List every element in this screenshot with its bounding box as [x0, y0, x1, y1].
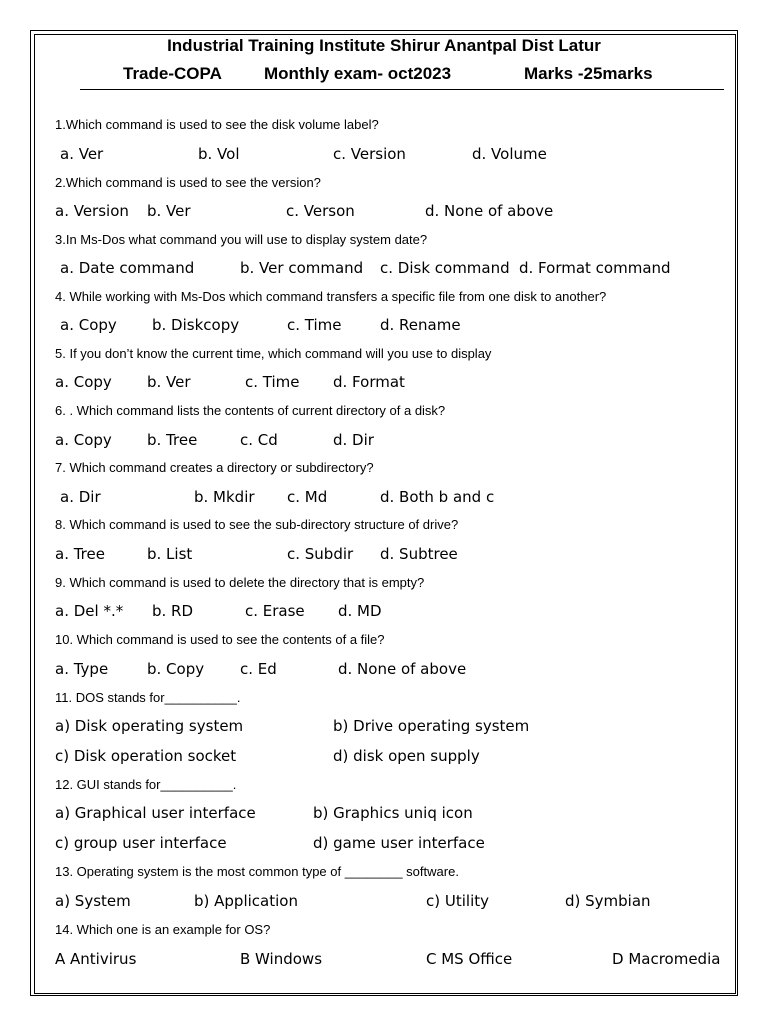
option-14a: A Antivirus	[55, 950, 137, 968]
option-6a: a. Copy	[55, 431, 112, 449]
question-6: 6. . Which command lists the contents of current directory of a disk?	[55, 403, 446, 418]
option-10a: a. Type	[55, 660, 109, 678]
option-6c: c. Cd	[240, 431, 278, 449]
option-7b: b. Mkdir	[194, 488, 255, 506]
option-11d: d) disk open supply	[333, 747, 480, 765]
option-2b: b. Ver	[147, 202, 191, 220]
option-14b: B Windows	[240, 950, 323, 968]
option-8b: b. List	[147, 545, 193, 563]
option-12b: b) Graphics uniq icon	[313, 804, 473, 822]
option-5b: b. Ver	[147, 373, 191, 391]
option-5a: a. Copy	[55, 373, 112, 391]
question-1: 1.Which command is used to see the disk volume label?	[55, 117, 379, 132]
header-rule	[80, 89, 724, 90]
option-1d: d. Volume	[472, 145, 547, 163]
option-13a: a) System	[55, 892, 131, 910]
option-4d: d. Rename	[380, 316, 461, 334]
option-10d: d. None of above	[338, 660, 467, 678]
option-13d: d) Symbian	[565, 892, 651, 910]
option-7d: d. Both b and c	[380, 488, 495, 506]
option-11c: c) Disk operation socket	[55, 747, 237, 765]
exam-label: Monthly exam- oct2023	[264, 64, 452, 83]
question-9: 9. Which command is used to delete the directory that is empty?	[55, 575, 425, 590]
question-7: 7. Which command creates a directory or subdirectory?	[55, 460, 374, 475]
option-9b: b. RD	[152, 602, 194, 620]
option-10c: c. Ed	[240, 660, 277, 678]
option-1b: b. Vol	[198, 145, 240, 163]
option-6d: d. Dir	[333, 431, 374, 449]
question-5: 5. If you don’t know the current time, which command will you use to display	[55, 346, 492, 361]
option-3d: d. Format command	[519, 259, 671, 277]
option-2c: c. Verson	[286, 202, 355, 220]
institute-title: Industrial Training Institute Shirur Anantpal Dist Latur	[167, 36, 601, 55]
option-11a: a) Disk operating system	[55, 717, 244, 735]
option-2d: d. None of above	[425, 202, 554, 220]
option-12c: c) group user interface	[55, 834, 227, 852]
option-10b: b. Copy	[147, 660, 205, 678]
trade-label: Trade-COPA	[123, 64, 222, 83]
option-12a: a) Graphical user interface	[55, 804, 256, 822]
option-5d: d. Format	[333, 373, 405, 391]
option-9c: c. Erase	[245, 602, 305, 620]
option-13c: c) Utility	[426, 892, 489, 910]
option-12d: d) game user interface	[313, 834, 485, 852]
question-10: 10. Which command is used to see the contents of a file?	[55, 632, 385, 647]
marks-label: Marks -25marks	[524, 64, 653, 83]
option-3b: b. Ver command	[240, 259, 364, 277]
option-4b: b. Diskcopy	[152, 316, 240, 334]
option-6b: b. Tree	[147, 431, 198, 449]
option-11b: b) Drive operating system	[333, 717, 530, 735]
question-4: 4. While working with Ms-Dos which command transfers a specific file from one disk to another?	[55, 289, 607, 304]
option-8a: a. Tree	[55, 545, 105, 563]
option-13b: b) Application	[194, 892, 298, 910]
option-14c: C MS Office	[426, 950, 513, 968]
option-3c: c. Disk command	[380, 259, 510, 277]
option-1a: a. Ver	[60, 145, 104, 163]
option-7a: a. Dir	[60, 488, 101, 506]
option-9d: d. MD	[338, 602, 382, 620]
question-13: 13. Operating system is the most common type of ________ software.	[55, 864, 459, 879]
option-4a: a. Copy	[60, 316, 117, 334]
option-2a: a. Version	[55, 202, 129, 220]
question-3: 3.In Ms-Dos what command you will use to display system date?	[55, 232, 428, 247]
question-2: 2.Which command is used to see the version?	[55, 175, 321, 190]
option-8d: d. Subtree	[380, 545, 458, 563]
option-9a: a. Del *.*	[55, 602, 124, 620]
option-8c: c. Subdir	[287, 545, 354, 563]
option-14d: D Macromedia	[612, 950, 721, 968]
option-5c: c. Time	[245, 373, 300, 391]
question-8: 8. Which command is used to see the sub-directory structure of drive?	[55, 517, 459, 532]
question-11: 11. DOS stands for__________.	[55, 690, 241, 705]
question-12: 12. GUI stands for__________.	[55, 777, 237, 792]
option-4c: c. Time	[287, 316, 342, 334]
option-3a: a. Date command	[60, 259, 195, 277]
question-14: 14. Which one is an example for OS?	[55, 922, 271, 937]
option-1c: c. Version	[333, 145, 406, 163]
option-7c: c. Md	[287, 488, 328, 506]
